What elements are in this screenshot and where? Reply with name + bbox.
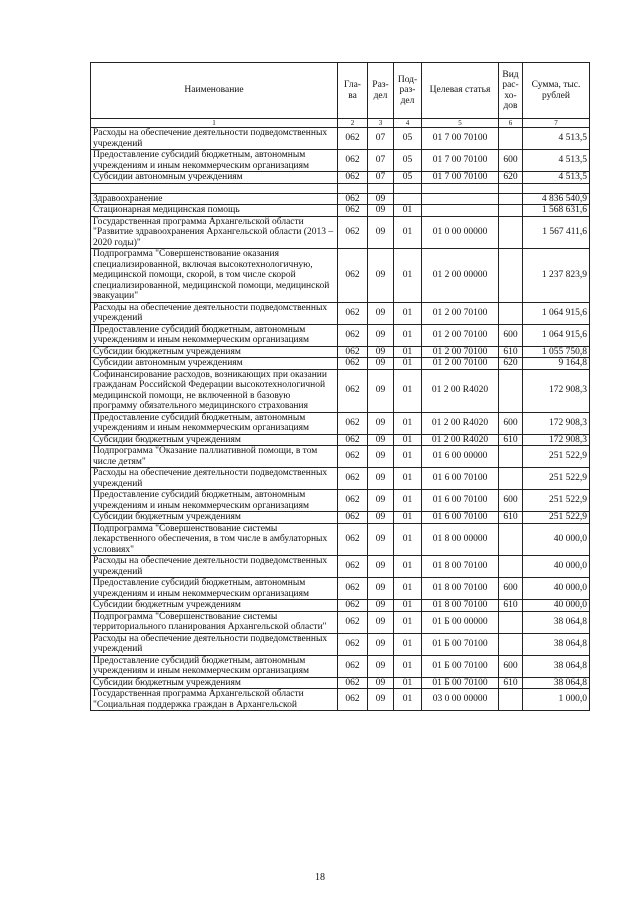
cell-name: Субсидии бюджетным учреждениям: [91, 512, 338, 524]
cell-exptype: [499, 369, 523, 412]
cell-subsection: [394, 183, 422, 193]
cell-subsection: 01: [394, 205, 422, 217]
cell-sum: 40 000,0: [523, 578, 590, 600]
table-row: [91, 216, 590, 249]
cell-section: 07: [368, 172, 394, 184]
cell-sum: 251 522,9: [523, 468, 590, 490]
cell-subsection: 01: [394, 358, 422, 370]
cell-target: 01 7 00 70100: [422, 150, 499, 172]
cell-name: Предоставление субсидий бюджетным, автономным учреждениям и иным некоммерческим организациям: [91, 412, 338, 434]
header-subsection: Под-раз-дел: [394, 63, 422, 119]
cell-subsection: 01: [394, 346, 422, 358]
table-row: [91, 205, 590, 217]
cell-name: Субсидии бюджетным учреждениям: [91, 346, 338, 358]
cell-target: 01 8 00 00000: [422, 523, 499, 556]
cell-target: 01 Б 00 00000: [422, 611, 499, 633]
cell-subsection: 01: [394, 302, 422, 324]
cell-section: 07: [368, 150, 394, 172]
cell-exptype: [499, 556, 523, 578]
cell-subsection: 01: [394, 468, 422, 490]
cell-section: 09: [368, 216, 394, 249]
cell-chapter: 062: [338, 578, 368, 600]
cell-chapter: 062: [338, 677, 368, 689]
table-row: [91, 412, 590, 434]
cell-target: 03 0 00 00000: [422, 689, 499, 711]
table-row: [91, 369, 590, 412]
cell-exptype: 610: [499, 346, 523, 358]
cell-name: Субсидии автономным учреждениям: [91, 358, 338, 370]
table-row: [91, 150, 590, 172]
cell-section: 09: [368, 369, 394, 412]
table-row: [91, 324, 590, 346]
cell-sum: 1 567 411,6: [523, 216, 590, 249]
cell-chapter: 062: [338, 655, 368, 677]
cell-target: 01 2 00 70100: [422, 324, 499, 346]
column-number: 6: [499, 119, 523, 128]
cell-exptype: [499, 468, 523, 490]
cell-section: 09: [368, 468, 394, 490]
cell-subsection: 05: [394, 150, 422, 172]
table-row: [91, 655, 590, 677]
cell-exptype: [499, 302, 523, 324]
cell-name: Подпрограмма "Совершенствование системы территориального планирования Архангельской области": [91, 611, 338, 633]
cell-sum: 1 568 631,6: [523, 205, 590, 217]
cell-sum: 9 164,8: [523, 358, 590, 370]
cell-exptype: 600: [499, 324, 523, 346]
column-number-row: [91, 119, 590, 128]
table-row: [91, 556, 590, 578]
table-row: [91, 358, 590, 370]
cell-sum: 1 000,0: [523, 689, 590, 711]
cell-target: 01 6 00 70100: [422, 490, 499, 512]
cell-exptype: 600: [499, 578, 523, 600]
cell-section: 07: [368, 128, 394, 150]
header-target: Целевая статья: [422, 63, 499, 119]
cell-subsection: 01: [394, 578, 422, 600]
cell-name: Стационарная медицинская помощь: [91, 205, 338, 217]
cell-target: 01 8 00 70100: [422, 556, 499, 578]
column-number: 4: [394, 119, 422, 128]
cell-exptype: [499, 633, 523, 655]
cell-name: Расходы на обеспечение деятельности подведомственных учреждений: [91, 128, 338, 150]
cell-exptype: 600: [499, 150, 523, 172]
cell-subsection: 01: [394, 216, 422, 249]
cell-section: 09: [368, 655, 394, 677]
cell-section: 09: [368, 523, 394, 556]
cell-section: 09: [368, 324, 394, 346]
cell-name: Подпрограмма "Совершенствование системы лекарственного обеспечения, в том числе в амбулаторных условиях": [91, 523, 338, 556]
cell-sum: 4 513,5: [523, 172, 590, 184]
cell-name: Расходы на обеспечение деятельности подведомственных учреждений: [91, 633, 338, 655]
cell-name: Субсидии бюджетным учреждениям: [91, 434, 338, 446]
cell-chapter: 062: [338, 611, 368, 633]
cell-target: [422, 205, 499, 217]
cell-target: 01 7 00 70100: [422, 128, 499, 150]
cell-name: Софинансирование расходов, возникающих при оказании гражданам Российской Федерации высокотехнологичной медицинской помощи, не включенной в базовую программу обязательного медицинского страхования: [91, 369, 338, 412]
cell-section: 09: [368, 358, 394, 370]
cell-section: 09: [368, 302, 394, 324]
cell-subsection: 01: [394, 600, 422, 612]
cell-section: 09: [368, 677, 394, 689]
table-row: [91, 633, 590, 655]
cell-chapter: 062: [338, 633, 368, 655]
cell-sum: 38 064,8: [523, 655, 590, 677]
cell-exptype: 610: [499, 512, 523, 524]
cell-chapter: 062: [338, 523, 368, 556]
cell-target: 01 2 00 70100: [422, 302, 499, 324]
cell-sum: 4 513,5: [523, 128, 590, 150]
cell-section: 09: [368, 249, 394, 303]
table-row: [91, 689, 590, 711]
cell-sum: [523, 183, 590, 193]
cell-sum: 251 522,9: [523, 512, 590, 524]
cell-name: Государственная программа Архангельской области "Развитие здравоохранения Архангельской области (2013 – 2020 годы)": [91, 216, 338, 249]
cell-section: [368, 183, 394, 193]
table-row: [91, 346, 590, 358]
table-row: [91, 434, 590, 446]
cell-chapter: 062: [338, 512, 368, 524]
cell-sum: 4 836 540,9: [523, 193, 590, 205]
cell-target: [422, 183, 499, 193]
cell-subsection: 01: [394, 369, 422, 412]
cell-subsection: 01: [394, 556, 422, 578]
cell-chapter: 062: [338, 346, 368, 358]
cell-sum: 1 064 915,6: [523, 324, 590, 346]
table-row: [91, 600, 590, 612]
cell-chapter: 062: [338, 689, 368, 711]
cell-target: 01 6 00 00000: [422, 446, 499, 468]
cell-chapter: 062: [338, 446, 368, 468]
cell-name: Расходы на обеспечение деятельности подведомственных учреждений: [91, 468, 338, 490]
cell-name: Предоставление субсидий бюджетным, автономным учреждениям и иным некоммерческим организациям: [91, 490, 338, 512]
cell-sum: 1 237 823,9: [523, 249, 590, 303]
column-number: 2: [338, 119, 368, 128]
table-row: [91, 611, 590, 633]
cell-section: 09: [368, 490, 394, 512]
cell-subsection: 01: [394, 523, 422, 556]
cell-subsection: 01: [394, 434, 422, 446]
cell-chapter: 062: [338, 556, 368, 578]
cell-exptype: 610: [499, 434, 523, 446]
cell-target: 01 2 00 00000: [422, 249, 499, 303]
cell-sum: 40 000,0: [523, 523, 590, 556]
cell-sum: 172 908,3: [523, 369, 590, 412]
cell-subsection: 01: [394, 446, 422, 468]
table-row: [91, 512, 590, 524]
table-row: [91, 193, 590, 205]
cell-name: Предоставление субсидий бюджетным, автономным учреждениям и иным некоммерческим организациям: [91, 655, 338, 677]
cell-target: 01 6 00 70100: [422, 468, 499, 490]
cell-chapter: 062: [338, 468, 368, 490]
cell-name: Расходы на обеспечение деятельности подведомственных учреждений: [91, 556, 338, 578]
cell-name: Субсидии бюджетным учреждениям: [91, 600, 338, 612]
cell-name: [91, 183, 338, 193]
column-number: 7: [523, 119, 590, 128]
cell-section: 09: [368, 512, 394, 524]
header-chapter: Гла-ва: [338, 63, 368, 119]
cell-subsection: [394, 193, 422, 205]
cell-chapter: 062: [338, 249, 368, 303]
cell-exptype: [499, 689, 523, 711]
cell-exptype: 620: [499, 172, 523, 184]
table-row: [91, 468, 590, 490]
cell-name: Субсидии бюджетным учреждениям: [91, 677, 338, 689]
cell-chapter: 062: [338, 205, 368, 217]
cell-target: 01 2 00 70100: [422, 358, 499, 370]
cell-sum: 40 000,0: [523, 600, 590, 612]
table-body: [91, 128, 590, 711]
cell-target: 01 7 00 70100: [422, 172, 499, 184]
cell-chapter: 062: [338, 302, 368, 324]
cell-subsection: 05: [394, 172, 422, 184]
cell-target: 01 2 00 R4020: [422, 412, 499, 434]
cell-exptype: 610: [499, 677, 523, 689]
cell-target: 01 8 00 70100: [422, 578, 499, 600]
cell-subsection: 01: [394, 324, 422, 346]
cell-sum: 251 522,9: [523, 490, 590, 512]
cell-sum: 172 908,3: [523, 412, 590, 434]
cell-target: 01 Б 00 70100: [422, 677, 499, 689]
cell-section: 09: [368, 434, 394, 446]
cell-chapter: 062: [338, 324, 368, 346]
cell-section: 09: [368, 600, 394, 612]
cell-chapter: 062: [338, 193, 368, 205]
header-section: Раз-дел: [368, 63, 394, 119]
header-name: Наименование: [91, 63, 338, 119]
cell-sum: 172 908,3: [523, 434, 590, 446]
cell-sum: 40 000,0: [523, 556, 590, 578]
cell-section: 09: [368, 556, 394, 578]
budget-table: [90, 62, 590, 711]
cell-target: 01 2 00 70100: [422, 346, 499, 358]
header-exptype: Вид рас-хо-дов: [499, 63, 523, 119]
cell-section: 09: [368, 193, 394, 205]
table-row: [91, 578, 590, 600]
cell-name: Здравоохранение: [91, 193, 338, 205]
cell-section: 09: [368, 446, 394, 468]
cell-exptype: [499, 216, 523, 249]
cell-section: 09: [368, 205, 394, 217]
cell-chapter: 062: [338, 172, 368, 184]
cell-chapter: 062: [338, 358, 368, 370]
cell-target: 01 6 00 70100: [422, 512, 499, 524]
cell-subsection: 01: [394, 689, 422, 711]
cell-target: 01 2 00 R4020: [422, 369, 499, 412]
cell-subsection: 01: [394, 677, 422, 689]
cell-subsection: 01: [394, 655, 422, 677]
cell-chapter: 062: [338, 490, 368, 512]
cell-chapter: [338, 183, 368, 193]
cell-exptype: 600: [499, 655, 523, 677]
cell-sum: 1 064 915,6: [523, 302, 590, 324]
table-row: [91, 172, 590, 184]
cell-sum: 38 064,8: [523, 611, 590, 633]
column-number: 5: [422, 119, 499, 128]
spacer-row: [91, 183, 590, 193]
cell-subsection: 05: [394, 128, 422, 150]
table-row: [91, 523, 590, 556]
cell-target: 01 Б 00 70100: [422, 655, 499, 677]
cell-exptype: 600: [499, 412, 523, 434]
cell-sum: 251 522,9: [523, 446, 590, 468]
cell-name: Государственная программа Архангельской области "Социальная поддержка граждан в Архангельской: [91, 689, 338, 711]
header-row: [91, 63, 590, 119]
page-number: 18: [315, 872, 325, 883]
cell-chapter: 062: [338, 150, 368, 172]
cell-target: [422, 193, 499, 205]
cell-exptype: 610: [499, 600, 523, 612]
table-row: [91, 490, 590, 512]
cell-sum: 38 064,8: [523, 677, 590, 689]
cell-section: 09: [368, 633, 394, 655]
cell-name: Предоставление субсидий бюджетным, автономным учреждениям и иным некоммерческим организациям: [91, 150, 338, 172]
cell-subsection: 01: [394, 412, 422, 434]
cell-exptype: [499, 183, 523, 193]
cell-exptype: [499, 128, 523, 150]
cell-name: Подпрограмма "Оказание паллиативной помощи, в том числе детям": [91, 446, 338, 468]
cell-section: 09: [368, 412, 394, 434]
cell-sum: 1 055 750,8: [523, 346, 590, 358]
cell-subsection: 01: [394, 490, 422, 512]
cell-section: 09: [368, 611, 394, 633]
cell-exptype: 620: [499, 358, 523, 370]
cell-name: Предоставление субсидий бюджетным, автономным учреждениям и иным некоммерческим организациям: [91, 324, 338, 346]
column-number: 3: [368, 119, 394, 128]
cell-chapter: 062: [338, 128, 368, 150]
cell-name: Субсидии автономным учреждениям: [91, 172, 338, 184]
cell-exptype: [499, 193, 523, 205]
cell-exptype: [499, 523, 523, 556]
cell-name: Подпрограмма "Совершенствование оказания специализированной, включая высокотехнологичную, медицинской помощи, скорой, в том числе скорой специализированной, медицинской помощи, медицинской эвакуации": [91, 249, 338, 303]
cell-section: 09: [368, 346, 394, 358]
table-row: [91, 249, 590, 303]
table-row: [91, 302, 590, 324]
cell-target: 01 2 00 R4020: [422, 434, 499, 446]
cell-chapter: 062: [338, 216, 368, 249]
cell-chapter: 062: [338, 600, 368, 612]
cell-section: 09: [368, 689, 394, 711]
cell-target: 01 0 00 00000: [422, 216, 499, 249]
table-row: [91, 128, 590, 150]
cell-name: Расходы на обеспечение деятельности подведомственных учреждений: [91, 302, 338, 324]
cell-target: 01 Б 00 70100: [422, 633, 499, 655]
header-sum: Сумма, тыс. рублей: [523, 63, 590, 119]
cell-subsection: 01: [394, 249, 422, 303]
table-row: [91, 446, 590, 468]
cell-subsection: 01: [394, 633, 422, 655]
cell-subsection: 01: [394, 611, 422, 633]
cell-chapter: 062: [338, 412, 368, 434]
cell-exptype: [499, 446, 523, 468]
cell-section: 09: [368, 578, 394, 600]
cell-name: Предоставление субсидий бюджетным, автономным учреждениям и иным некоммерческим организациям: [91, 578, 338, 600]
cell-chapter: 062: [338, 434, 368, 446]
column-number: 1: [91, 119, 338, 128]
cell-subsection: 01: [394, 512, 422, 524]
cell-target: 01 8 00 70100: [422, 600, 499, 612]
cell-chapter: 062: [338, 369, 368, 412]
cell-exptype: [499, 611, 523, 633]
cell-exptype: 600: [499, 490, 523, 512]
cell-sum: 4 513,5: [523, 150, 590, 172]
cell-exptype: [499, 249, 523, 303]
cell-sum: 38 064,8: [523, 633, 590, 655]
table-row: [91, 677, 590, 689]
cell-exptype: [499, 205, 523, 217]
